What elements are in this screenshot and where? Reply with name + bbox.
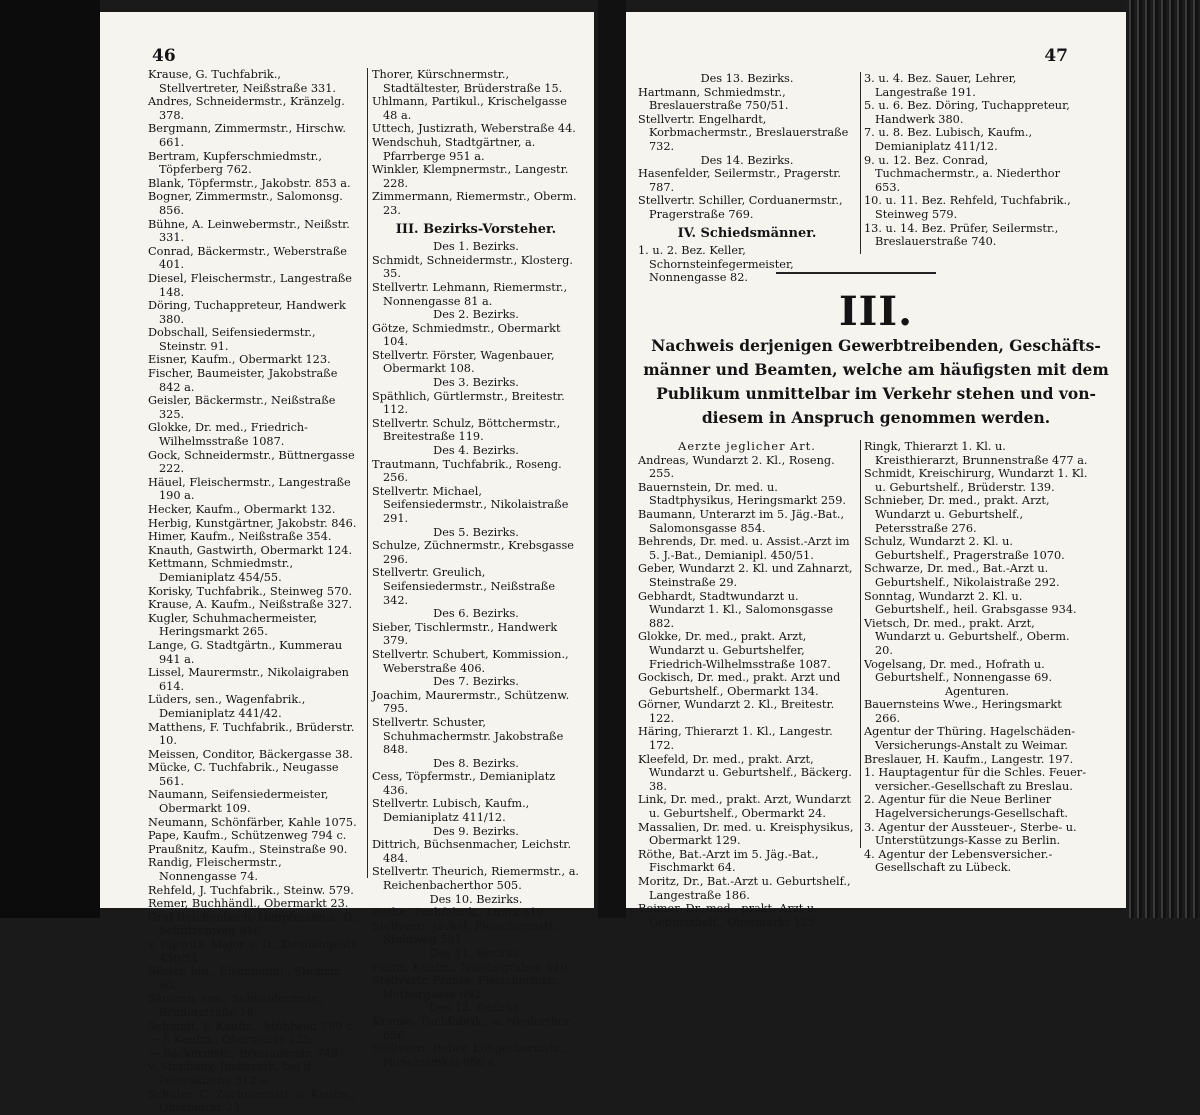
directory-entry: Diesel, Fleischermstr., Langestraße 148. xyxy=(148,271,352,299)
right-top-column-1 xyxy=(638,72,856,285)
directory-entry: 4. Agentur der Lebensversicher.-Gesellschaft zu Lübeck. xyxy=(864,847,1053,875)
directory-entry: Lange, G. Stadtgärtn., Kummerau 941 a. xyxy=(148,638,343,666)
directory-entry: Schulz, Wundarzt 2. Kl. u. Geburtshelf., Pragerstraße 1070. xyxy=(864,535,1065,562)
directory-entry: Stellvertr. Förster, Wagenbauer, Obermarkt 108. xyxy=(372,348,555,376)
directory-entry: Stellvertr. Rober, Lohgerbermstr., Hirschwinkel 666 a. xyxy=(372,1042,566,1069)
directory-entry: — J. Kaufm., Obermarkt 125. xyxy=(148,1033,314,1047)
section-numeral: III. xyxy=(838,288,914,335)
directory-entry: Trautmann, Tuchfabrik., Roseng. 256. xyxy=(372,457,562,485)
directory-entry: Schulze, Züchnermstr., Krebsgasse 296. xyxy=(372,539,574,566)
directory-entry: Stellvertr. Greulich, Seifensiedermstr., Neißstraße 342. xyxy=(372,566,556,607)
directory-entry: Conrad, Bäckermstr., Weberstraße 401. xyxy=(148,244,347,272)
directory-entry: Späthlich, Gürtlermstr., Breitestr. 112. xyxy=(372,389,565,417)
left-page xyxy=(100,12,594,1115)
directory-entry: 3. Agentur der Aussteuer-, Sterbe- u. Unterstützungs-Kasse zu Berlin. xyxy=(864,820,1077,848)
directory-entry: 7. u. 8. Bez. Lubisch, Kaufm., Demianiplatz 411/12. xyxy=(864,126,1033,153)
directory-entry: Moritz, Dr., Bat.-Arzt u. Geburtshelf., Langestraße 186. xyxy=(638,875,851,902)
directory-entry: Sämann, sen., Schneidermstr., Brüderstraße 16. xyxy=(148,992,323,1019)
directory-entry: 2. Agentur für die Neue Berliner Hagelversicherungs-Gesellschaft. xyxy=(864,793,1068,821)
directory-entry: Thorer, Kürschnermstr., Stadtältester, Brüderstraße 15. xyxy=(372,68,563,95)
directory-entry: Andres, Schneidermstr., Kränzelg. 378. xyxy=(148,95,345,122)
directory-entry: Herbig, Kunstgärtner, Jakobstr. 846. xyxy=(148,516,357,530)
directory-entry: Cess, Töpfermstr., Demianiplatz 436. xyxy=(372,770,556,797)
physicians-list xyxy=(638,454,856,930)
directory-entry: 13. u. 14. Bez. Prüfer, Seilermstr., Breslauerstraße 740. xyxy=(864,221,1059,249)
directory-entry: Krause, G. Tuchfabrik., Stellvertreter, Neißstraße 331. xyxy=(148,68,337,95)
directory-entry: Hasenfelder, Seilermstr., Pragerstr. 787. xyxy=(638,167,841,194)
directory-entry: Dobschall, Seifensiedermstr., Steinstr. 91. xyxy=(148,326,316,353)
directory-entry: Lissel, Maurermstr., Nikolaigraben 614. xyxy=(148,666,349,693)
district-13-14-list xyxy=(638,72,856,222)
directory-entry: Glokke, Dr. med., prakt. Arzt, Wundarzt u. Geburtshelfer, Friedrich-Wilhelmsstraße 1087. xyxy=(638,630,831,671)
directory-entry: Sieber, Tischlermstr., Handwerk 379. xyxy=(372,620,558,648)
directory-entry: Schulze, C. Züchnermstr. u. Kaufm., Obermarkt 23. xyxy=(148,1087,355,1115)
subheading: Agenturen. xyxy=(944,684,1010,698)
directory-entry: Kleefeld, Dr. med., prakt. Arzt, Wundarzt u. Geburtshelf., Bäckerg. 38. xyxy=(638,752,852,793)
directory-entry: Reimer, Dr. med., prakt. Arzt u. Geburtshelf., Obermarkt 125. xyxy=(638,902,819,929)
column-divider xyxy=(860,440,861,848)
directory-entry: v. Ripwitz, Major a. D., Demianiplatz 450/51. xyxy=(148,938,358,965)
subheading: Des 11. Bezirks. xyxy=(429,947,523,960)
directory-entry: Randig, Fleischermstr., Nonnengasse 74. xyxy=(148,856,282,884)
directory-entry: Bogner, Zimmermstr., Salomonsg. 856. xyxy=(148,190,343,217)
directory-entry: Uttech, Justizrath, Weberstraße 44. xyxy=(372,122,576,136)
subheading: Des 13. Bezirks. xyxy=(700,72,794,85)
directory-entry: Joachim, Maurermstr., Schützenw. 795. xyxy=(372,688,570,716)
subheading: Des 14. Bezirks. xyxy=(700,153,794,167)
directory-entry: Gock, Schneidermstr., Büttnergasse 222. xyxy=(148,448,355,476)
subheading: Des 1. Bezirks. xyxy=(433,240,519,254)
directory-entry: Andreas, Wundarzt 2. Kl., Roseng. 255. xyxy=(638,453,835,481)
directory-entry: Pape, Kaufm., Schützenweg 794 c. xyxy=(148,829,347,843)
directory-entry: Röthe, Bat.-Arzt im 5. Jäg.-Bat., Fischmarkt 64. xyxy=(638,847,819,875)
directory-entry: Bauernsteins Wwe., Heringsmarkt 266. xyxy=(864,698,1062,725)
subheading: Des 7. Bezirks. xyxy=(433,675,519,689)
section-title-line: Nachweis derjenigen Gewerbtreibenden, Geschäfts- xyxy=(651,336,1101,355)
directory-entry: Agentur der Thüring. Hagelschäden-Versicherungs-Anstalt zu Weimar. xyxy=(864,725,1076,753)
directory-entry: Ringk, Thierarzt 1. Kl. u. Kreisthierarzt, Brunnenstraße 477 a. xyxy=(864,440,1088,467)
district-heads-list xyxy=(372,240,580,1069)
directory-entry: Schmidt, Schneidermstr., Klosterg. 35. xyxy=(372,253,573,281)
section-title-line: diesem in Anspruch genommen werden. xyxy=(701,408,1051,427)
section-heading-bezirks-vorsteher: III. Bezirks-Vorsteher. xyxy=(395,221,557,237)
directory-entry: Bauernstein, Dr. med. u. Stadtphysikus, Heringsmarkt 259. xyxy=(638,480,847,508)
directory-entry: Rothe, Tuchfabrik., Luntz 519. xyxy=(372,906,548,920)
directory-entry: Stellvertr. Schuster, Schuhmachermstr. Jakobstraße 848. xyxy=(372,715,564,757)
left-column-2 xyxy=(372,68,580,1069)
directory-entry: Stellvertr. Lehmann, Riemermstr., Nonnengasse 81 a. xyxy=(372,280,568,308)
page-edges-right xyxy=(1126,0,1200,918)
scan-border-left xyxy=(0,0,100,918)
subheading: Des 5. Bezirks. xyxy=(433,525,519,539)
directory-entry: Rehfeld, J. Tuchfabrik., Steinw. 579. xyxy=(148,883,354,897)
subheading: Des 8. Bezirks. xyxy=(433,756,519,770)
left-column-1 xyxy=(148,68,362,1115)
directory-entry: Naumann, Seifensiedermeister, Obermarkt 109. xyxy=(148,788,329,816)
directory-entry: Zimmermann, Riemermstr., Oberm. 23. xyxy=(372,190,577,217)
section-title-line: männer und Beamten, welche am häufigsten mit dem xyxy=(643,360,1109,379)
directory-entry: Kettmann, Schmiedmstr., Demianiplatz 454/55. xyxy=(148,557,294,584)
directory-entry: Gockisch, Dr. med., prakt. Arzt und Geburtshelf., Obermarkt 134. xyxy=(638,671,841,698)
subheading: Des 12. Bezirks. xyxy=(429,1001,523,1015)
page-number-right: 47 xyxy=(1044,46,1068,66)
directory-entry: Häring, Thierarzt 1. Kl., Langestr. 172. xyxy=(638,725,833,753)
directory-entry: Dittrich, Büchsenmacher, Leichstr. 484. xyxy=(372,838,572,865)
right-top-column-2 xyxy=(864,72,1084,249)
directory-entry: Döring, Tuchappreteur, Handwerk 380. xyxy=(148,299,346,326)
directory-entry: Neumann, Schönfärber, Kahle 1075. xyxy=(148,815,357,829)
directory-entry: Geisler, Bäckermstr., Neißstraße 325. xyxy=(148,394,336,421)
directory-entry: Graf Reichenbach, Hauptmann a. D., Schützenweg 816. xyxy=(148,910,360,938)
directory-entry: Lüders, sen., Wagenfabrik., Demianiplatz 441/42. xyxy=(148,693,306,720)
arbitrators-list xyxy=(638,244,856,285)
directory-entry: Rösler, jun., Eisenhändl., Steinstr. 90. xyxy=(148,965,343,992)
directory-entry: 3. u. 4. Bez. Sauer, Lehrer, Langestraße 191. xyxy=(864,72,1017,99)
column-divider xyxy=(860,72,861,254)
directory-entry: Vietsch, Dr. med., prakt. Arzt, Wundarzt u. Geburtshelf., Oberm. 20. xyxy=(864,616,1070,657)
directory-entry: Hecker, Kaufm., Obermarkt 132. xyxy=(148,503,336,516)
subheading: Des 9. Bezirks. xyxy=(433,824,519,838)
directory-entry: Schwarze, Dr. med., Bat.-Arzt u. Geburtshelf., Nikolaistraße 292. xyxy=(864,562,1060,589)
right-bottom-column-1 xyxy=(638,440,856,929)
directory-entry: — Bäckermstr., Breslauerstr. 748. xyxy=(148,1046,342,1060)
directory-entry: Schmidt, F. Kaufm., Mühlweg 799 c. xyxy=(148,1019,356,1033)
directory-entry: 1. Hauptagentur für die Schles. Feuer-versicher.-Gesellschaft zu Breslau. xyxy=(864,766,1087,793)
subheading: Des 4. Bezirks. xyxy=(433,444,519,458)
directory-entry: Knauth, Gastwirth, Obermarkt 124. xyxy=(148,543,353,557)
alderman-list xyxy=(372,68,580,218)
directory-entry: Winkler, Klempnermstr., Langestr. 228. xyxy=(372,163,569,190)
directory-entry: Remer, Buchhändl., Obermarkt 23. xyxy=(148,897,349,911)
directory-entry: Bergmann, Zimmermstr., Hirschw. 661. xyxy=(148,122,346,149)
directory-entry: Blank, Töpfermstr., Jakobstr. 853 a. xyxy=(148,176,351,190)
directory-entry: Gebhardt, Stadtwundarzt u. Wundarzt 1. Kl., Salomonsgasse 882. xyxy=(638,589,834,630)
directory-entry: Himer, Kaufm., Neißstraße 354. xyxy=(148,530,332,544)
page-number-left: 46 xyxy=(152,46,176,66)
section-rule xyxy=(776,272,936,274)
directory-entry: Breslauer, H. Kaufm., Langestr. 197. xyxy=(864,752,1074,766)
directory-entry: Stellvertr. Schulz, Böttchermstr., Breitestraße 119. xyxy=(372,416,561,444)
directory-entry: Bertram, Kupferschmiedmstr., Töpferberg 762. xyxy=(148,149,322,177)
directory-entry: Stellvertr. Jäckel, Fleischermstr., Steinweg 581. xyxy=(372,919,561,947)
directory-entry: Götze, Schmiedmstr., Obermarkt 104. xyxy=(372,321,561,349)
subheading: Des 6. Bezirks. xyxy=(433,607,519,621)
directory-entry: v. Stephany, Justizrath, bei d. Peterskirche 312 a. xyxy=(148,1060,315,1087)
directory-entry: Vogelsang, Dr. med., Hofrath u. Geburtshelf., Nonnengasse 69. xyxy=(864,657,1053,685)
directory-entry: Massalien, Dr. med. u. Kreisphysikus, Obermarkt 129. xyxy=(638,820,854,848)
directory-entry: Meissen, Conditor, Bäckergasse 38. xyxy=(148,747,353,761)
directory-entry: Stellvertr. Engelhardt, Korbmachermstr., Breslauerstraße 732. xyxy=(638,112,849,153)
directory-entry: Mücke, C. Tuchfabrik., Neugasse 561. xyxy=(148,761,339,788)
physicians-heading: Aerzte jeglicher Art. xyxy=(678,440,816,453)
directory-entry: Praußnitz, Kaufm., Steinstraße 90. xyxy=(148,842,348,856)
directory-entry: 5. u. 6. Bez. Döring, Tuchappreteur, Handwerk 380. xyxy=(864,99,1070,126)
directory-entry: Fischer, Baumeister, Jakobstraße 842 a. xyxy=(148,367,338,394)
directory-entry: Behrends, Dr. med. u. Assist.-Arzt im 5. J.-Bat., Demianipl. 450/51. xyxy=(638,535,850,562)
right-bottom-column-2 xyxy=(864,440,1090,875)
directory-entry: 10. u. 11. Bez. Rehfeld, Tuchfabrik., Steinweg 579. xyxy=(864,194,1071,221)
directory-entry: Eisner, Kaufm., Obermarkt 123. xyxy=(148,353,331,367)
directory-entry: Stellvertr. Prasse, Fleischermstr., Hothergasse 692. xyxy=(372,974,564,1001)
column-divider xyxy=(367,68,368,878)
directory-entry: Matthens, F. Tuchfabrik., Brüderstr. 10. xyxy=(148,720,355,748)
directory-entry: Stellvertr. Theurich, Riemermstr., a. Reichenbacherthor 505. xyxy=(372,865,580,893)
directory-entry: Schmidt, Kreischirurg, Wundarzt 1. Kl. u. Geburtshelf., Brüderstr. 139. xyxy=(864,467,1088,494)
directory-entry: Hartmann, Schmiedmstr., Breslauerstraße 750/51. xyxy=(638,85,789,113)
directory-entry: Stellvertr. Michael, Seifensiedermstr., Nikolaistraße 291. xyxy=(372,484,569,525)
directory-entry: Baumann, Unterarzt im 5. Jäg.-Bat., Salomonsgasse 854. xyxy=(638,507,845,535)
directory-entry: Franz, Kaufm., Nikolaigraben 610. xyxy=(372,960,571,974)
directory-entry: Wendschuh, Stadtgärtner, a. Pfarrberge 951 a. xyxy=(372,135,536,163)
section-heading-schiedsmaenner: IV. Schiedsmänner. xyxy=(677,225,817,241)
right-page xyxy=(626,12,1126,929)
directory-entry: Krause, A. Kaufm., Neißstraße 327. xyxy=(148,598,353,612)
directory-entry: Stellvertr. Schubert, Kommission., Weberstraße 406. xyxy=(372,647,569,675)
directory-entry: 1. u. 2. Bez. Keller, Schornsteinfegermeister, Nonnengasse 82. xyxy=(638,244,794,285)
directory-entry: Sonntag, Wundarzt 2. Kl. u. Geburtshelf., heil. Grabsgasse 934. xyxy=(864,589,1077,617)
directory-entry: 9. u. 12. Bez. Conrad, Tuchmachermstr., a. Niederthor 653. xyxy=(864,153,1060,194)
section-title xyxy=(640,334,1112,430)
section-title-line: Publikum unmittelbar im Verkehr stehen und von- xyxy=(656,384,1096,403)
directory-entry: Stellvertr. Lubisch, Kaufm., Demianiplatz 411/12. xyxy=(372,797,530,825)
directory-entry: Görner, Wundarzt 2. Kl., Breitestr. 122. xyxy=(638,698,835,725)
directory-entry: Häuel, Fleischermstr., Langestraße 190 a. xyxy=(148,475,351,503)
directory-entry: Geber, Wundarzt 2. Kl. und Zahnarzt, Steinstraße 29. xyxy=(638,562,853,589)
book-gutter xyxy=(598,0,626,918)
directory-entry: Bühne, A. Leinwebermstr., Neißstr. 331. xyxy=(148,217,350,245)
directory-entry: Uhlmann, Partikul., Krischelgasse 48 a. xyxy=(372,95,567,122)
directory-entry: Link, Dr. med., prakt. Arzt, Wundarzt u. Geburtshelf., Obermarkt 24. xyxy=(638,793,851,821)
subheading: Des 2. Bezirks. xyxy=(433,308,519,322)
directory-entry: Stellvertr. Schiller, Corduanermstr., Pragerstraße 769. xyxy=(638,194,843,221)
directory-entry: Glokke, Dr. med., Friedrich-Wilhelmsstraße 1087. xyxy=(148,421,308,449)
directory-entry: Krause, Tuchfabrik., a. Niederthor 656. xyxy=(372,1014,571,1042)
directory-entry: Schnieber, Dr. med., prakt. Arzt, Wundarzt u. Geburtshelf., Petersstraße 276. xyxy=(864,494,1050,535)
subheading: Des 3. Bezirks. xyxy=(433,376,519,390)
subheading: Des 10. Bezirks. xyxy=(429,892,523,906)
directory-entry: Korisky, Tuchfabrik., Steinweg 570. xyxy=(148,584,353,598)
directory-entry: Kugler, Schuhmachermeister, Heringsmarkt 265. xyxy=(148,611,318,639)
